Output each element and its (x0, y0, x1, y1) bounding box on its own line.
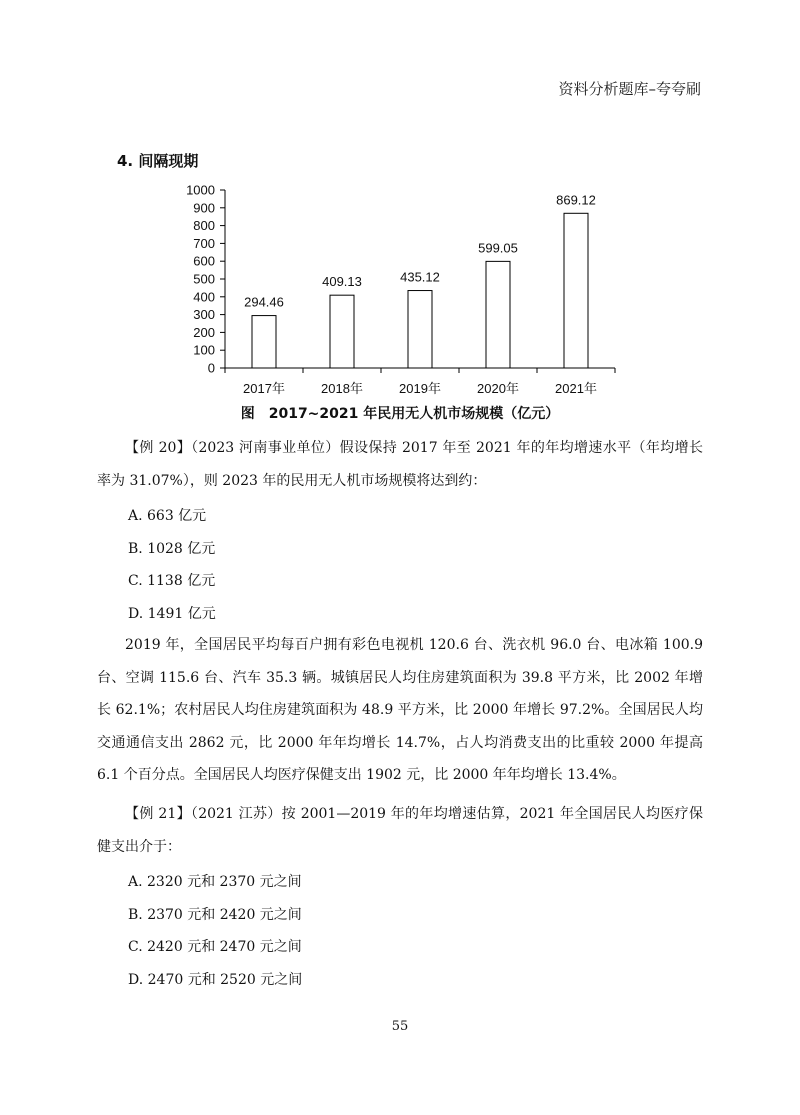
y-tick-label: 700 (193, 235, 215, 251)
y-axis (186, 183, 225, 376)
bar-chart (160, 178, 640, 400)
y-tick-label: 1000 (186, 182, 215, 198)
question-20-stem: 【例 20】（2023 河南事业单位）假设保持 2017 年至 2021 年的年均增速水平（年均增长率为 31.07%），则 2023 年的民用无人机市场规模将达到约： (97, 440, 703, 489)
data-label: 435.12 (400, 269, 440, 285)
question-21-option-a: A. 2320 元和 2370 元之间 (128, 874, 302, 890)
y-tick-label: 0 (207, 360, 215, 376)
section-title: 4. 间隔现期 (117, 152, 199, 170)
data-label: 409.13 (322, 274, 362, 290)
question-21-option-c: C. 2420 元和 2470 元之间 (128, 939, 302, 955)
data-label: 294.46 (244, 294, 284, 310)
question-21-option-d: D. 2470 元和 2520 元之间 (128, 972, 303, 988)
question-20-option-d: D. 1491 亿元 (128, 606, 216, 622)
x-tick-label: 2018年 (321, 381, 363, 396)
question-20-option-a: A. 663 亿元 (128, 508, 207, 524)
bar (408, 291, 432, 368)
data-label: 599.05 (478, 240, 518, 256)
y-tick-label: 800 (193, 218, 215, 234)
question-21-option-b: B. 2370 元和 2420 元之间 (128, 907, 302, 923)
x-tick-label: 2019年 (399, 381, 441, 396)
bar (330, 295, 354, 368)
x-tick-label: 2020年 (477, 381, 519, 396)
chart-caption: 图 2017~2021 年民用无人机市场规模（亿元） (240, 406, 560, 422)
y-tick-label: 600 (193, 253, 215, 269)
bars (244, 192, 596, 368)
y-tick-label: 500 (193, 271, 215, 287)
bar (486, 261, 510, 368)
question-20-option-b: B. 1028 亿元 (128, 541, 216, 557)
bar (252, 316, 276, 368)
y-tick-label: 900 (193, 200, 215, 216)
material-paragraph: 2019 年，全国居民平均每百户拥有彩色电视机 120.6 台、洗衣机 96.0 台、电冰箱 100.9 台、空调 115.6 台、汽车 35.3 辆。城镇居民人均住房建筑面积为 39.8 平方米，比 2002 年增长 62.1%；农村居民人均住房建筑面积为 48.9 平方米，比 2000 年增长 97.2%。全国居民人均交通通信支出 2862 元，比 2000 年年均增长 14.7%，占人均消费支出的比重较 2000 年提高 6.1 个百分点。全国居民人均医疗保健支出 1902 元，比 2000 年年均增长 13.4%。 (97, 637, 703, 783)
running-header: 资料分析题库–夸夸刷 (558, 80, 701, 98)
bar (564, 213, 588, 368)
question-20-option-c: C. 1138 亿元 (128, 573, 216, 589)
y-tick-label: 300 (193, 307, 215, 323)
y-tick-label: 100 (193, 342, 215, 358)
x-tick-label: 2017年 (243, 381, 285, 396)
question-21-stem: 【例 21】（2021 江苏）按 2001—2019 年的年均增速估算，2021 年全国居民人均医疗保健支出介于： (97, 806, 703, 855)
data-label: 869.12 (556, 192, 596, 208)
y-tick-label: 200 (193, 324, 215, 340)
page-number: 55 (391, 1019, 409, 1034)
x-tick-label: 2021年 (555, 381, 597, 396)
y-tick-label: 400 (193, 289, 215, 305)
x-axis (225, 368, 615, 396)
